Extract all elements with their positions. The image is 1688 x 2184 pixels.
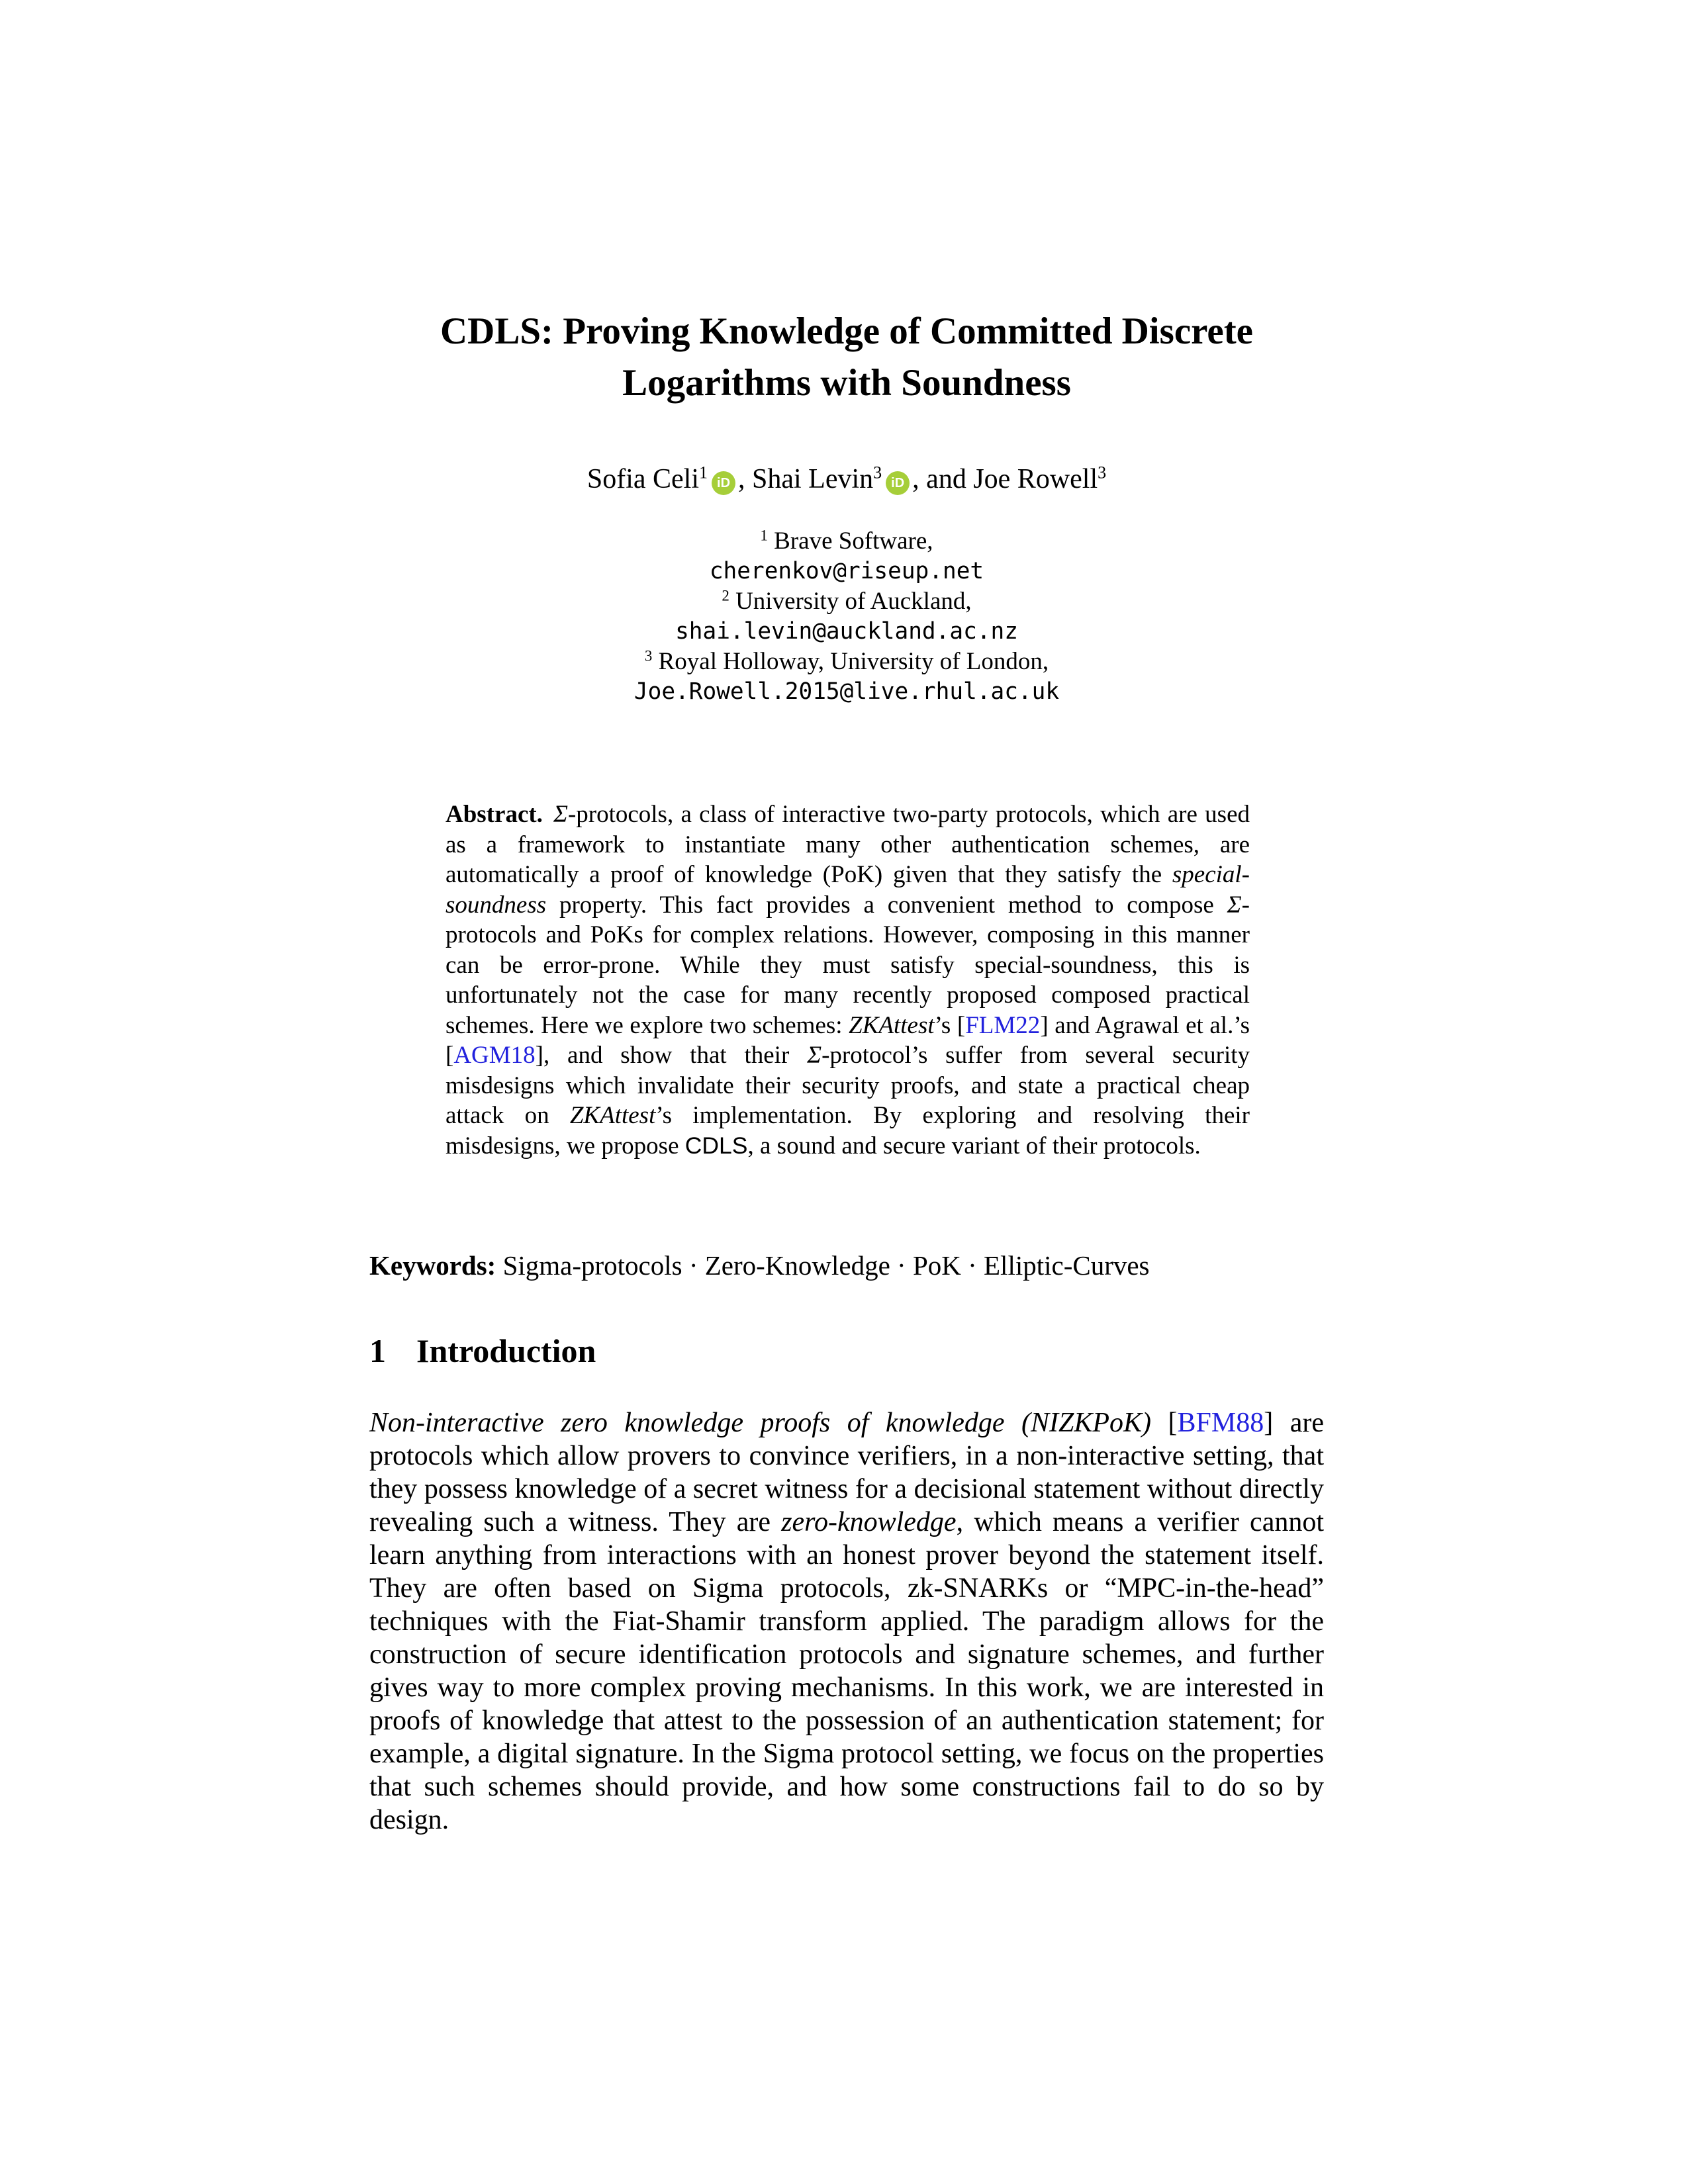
orcid-icon[interactable]: iD bbox=[712, 471, 735, 495]
section-number: 1 bbox=[369, 1332, 386, 1369]
affiliation-line: $^2$ University of Auckland, bbox=[722, 587, 972, 615]
affiliation-line: $^1$ Brave Software, bbox=[760, 527, 933, 555]
citation-link[interactable]: AGM18 bbox=[453, 1042, 536, 1069]
orcid-icon[interactable]: iD bbox=[886, 471, 910, 495]
paper-title: CDLS: Proving Knowledge of Committed Discrete Logarithms with Soundness bbox=[440, 310, 1253, 404]
affiliation-email: Joe.Rowell.2015@live.rhul.ac.uk bbox=[633, 678, 1060, 705]
affiliations bbox=[369, 526, 1324, 707]
affiliation-email: shai.levin@auckland.ac.nz bbox=[675, 618, 1018, 645]
keywords-line: Keywords: Sigma-protocols · Zero-Knowledge · PoK · Elliptic-Curves bbox=[369, 1250, 1150, 1281]
intro-paragraph: Non-interactive zero knowledge proofs of knowledge (NIZKPoK) [BFM88] are protocols which allow provers to convince verifiers, in a non-interactive setting, that they possess knowledge of a secret witness for a decisional statement without directly revealing such a witness. They are zero-knowledge, which means a verifier cannot learn anything from interactions with an honest prover beyond the statement itself. They are often based on Sigma protocols, zk-SNARKs or “MPC-in-the-head” techniques with the Fiat-Shamir transform applied. The paradigm allows for the construction of secure identification protocols and signature schemes, and further gives way to more complex proving mechanisms. In this work, we are interested in proofs of knowledge that attest to the possession of an authentication statement; for example, a digital signature. In the Sigma protocol setting, we focus on the properties that such schemes should provide, and how some constructions fail to do so by design. bbox=[369, 1408, 1324, 1835]
affiliation-email: cherenkov@riseup.net bbox=[709, 558, 984, 584]
authors-line: Sofia Celi$^1$iD , Shai Levin$^3$iD , and Joe Rowell$^3$ bbox=[586, 463, 1107, 494]
section-title: Introduction bbox=[416, 1332, 596, 1369]
citation-link[interactable]: FLM22 bbox=[965, 1011, 1041, 1039]
citation-link[interactable]: BFM88 bbox=[1177, 1408, 1264, 1438]
section-heading bbox=[369, 1332, 1324, 1370]
abstract-paragraph: Abstract. Σ-protocols, a class of interactive two-party protocols, which are used as a framework to instantiate many other authentication schemes, are automatically a proof of knowledge (PoK) given that they satisfy the special-soundness property. This fact provides a convenient method to compose Σ-protocols and PoKs for complex relations. However, composing in this manner can be error-prone. While they must satisfy special-soundness, this is unfortunately not the case for many recently proposed composed practical schemes. Here we explore two schemes: ZKAttest’s [FLM22] and Agrawal et al.’s [AGM18], and show that their Σ-protocol’s suffer from several security misdesigns which invalidate their security proofs, and state a practical cheap attack on ZKAttest’s implementation. By exploring and resolving their misdesigns, we propose CDLS, a sound and secure variant of their protocols. bbox=[445, 801, 1250, 1160]
affiliation-line: $^3$ Royal Holloway, University of London, bbox=[644, 647, 1049, 675]
